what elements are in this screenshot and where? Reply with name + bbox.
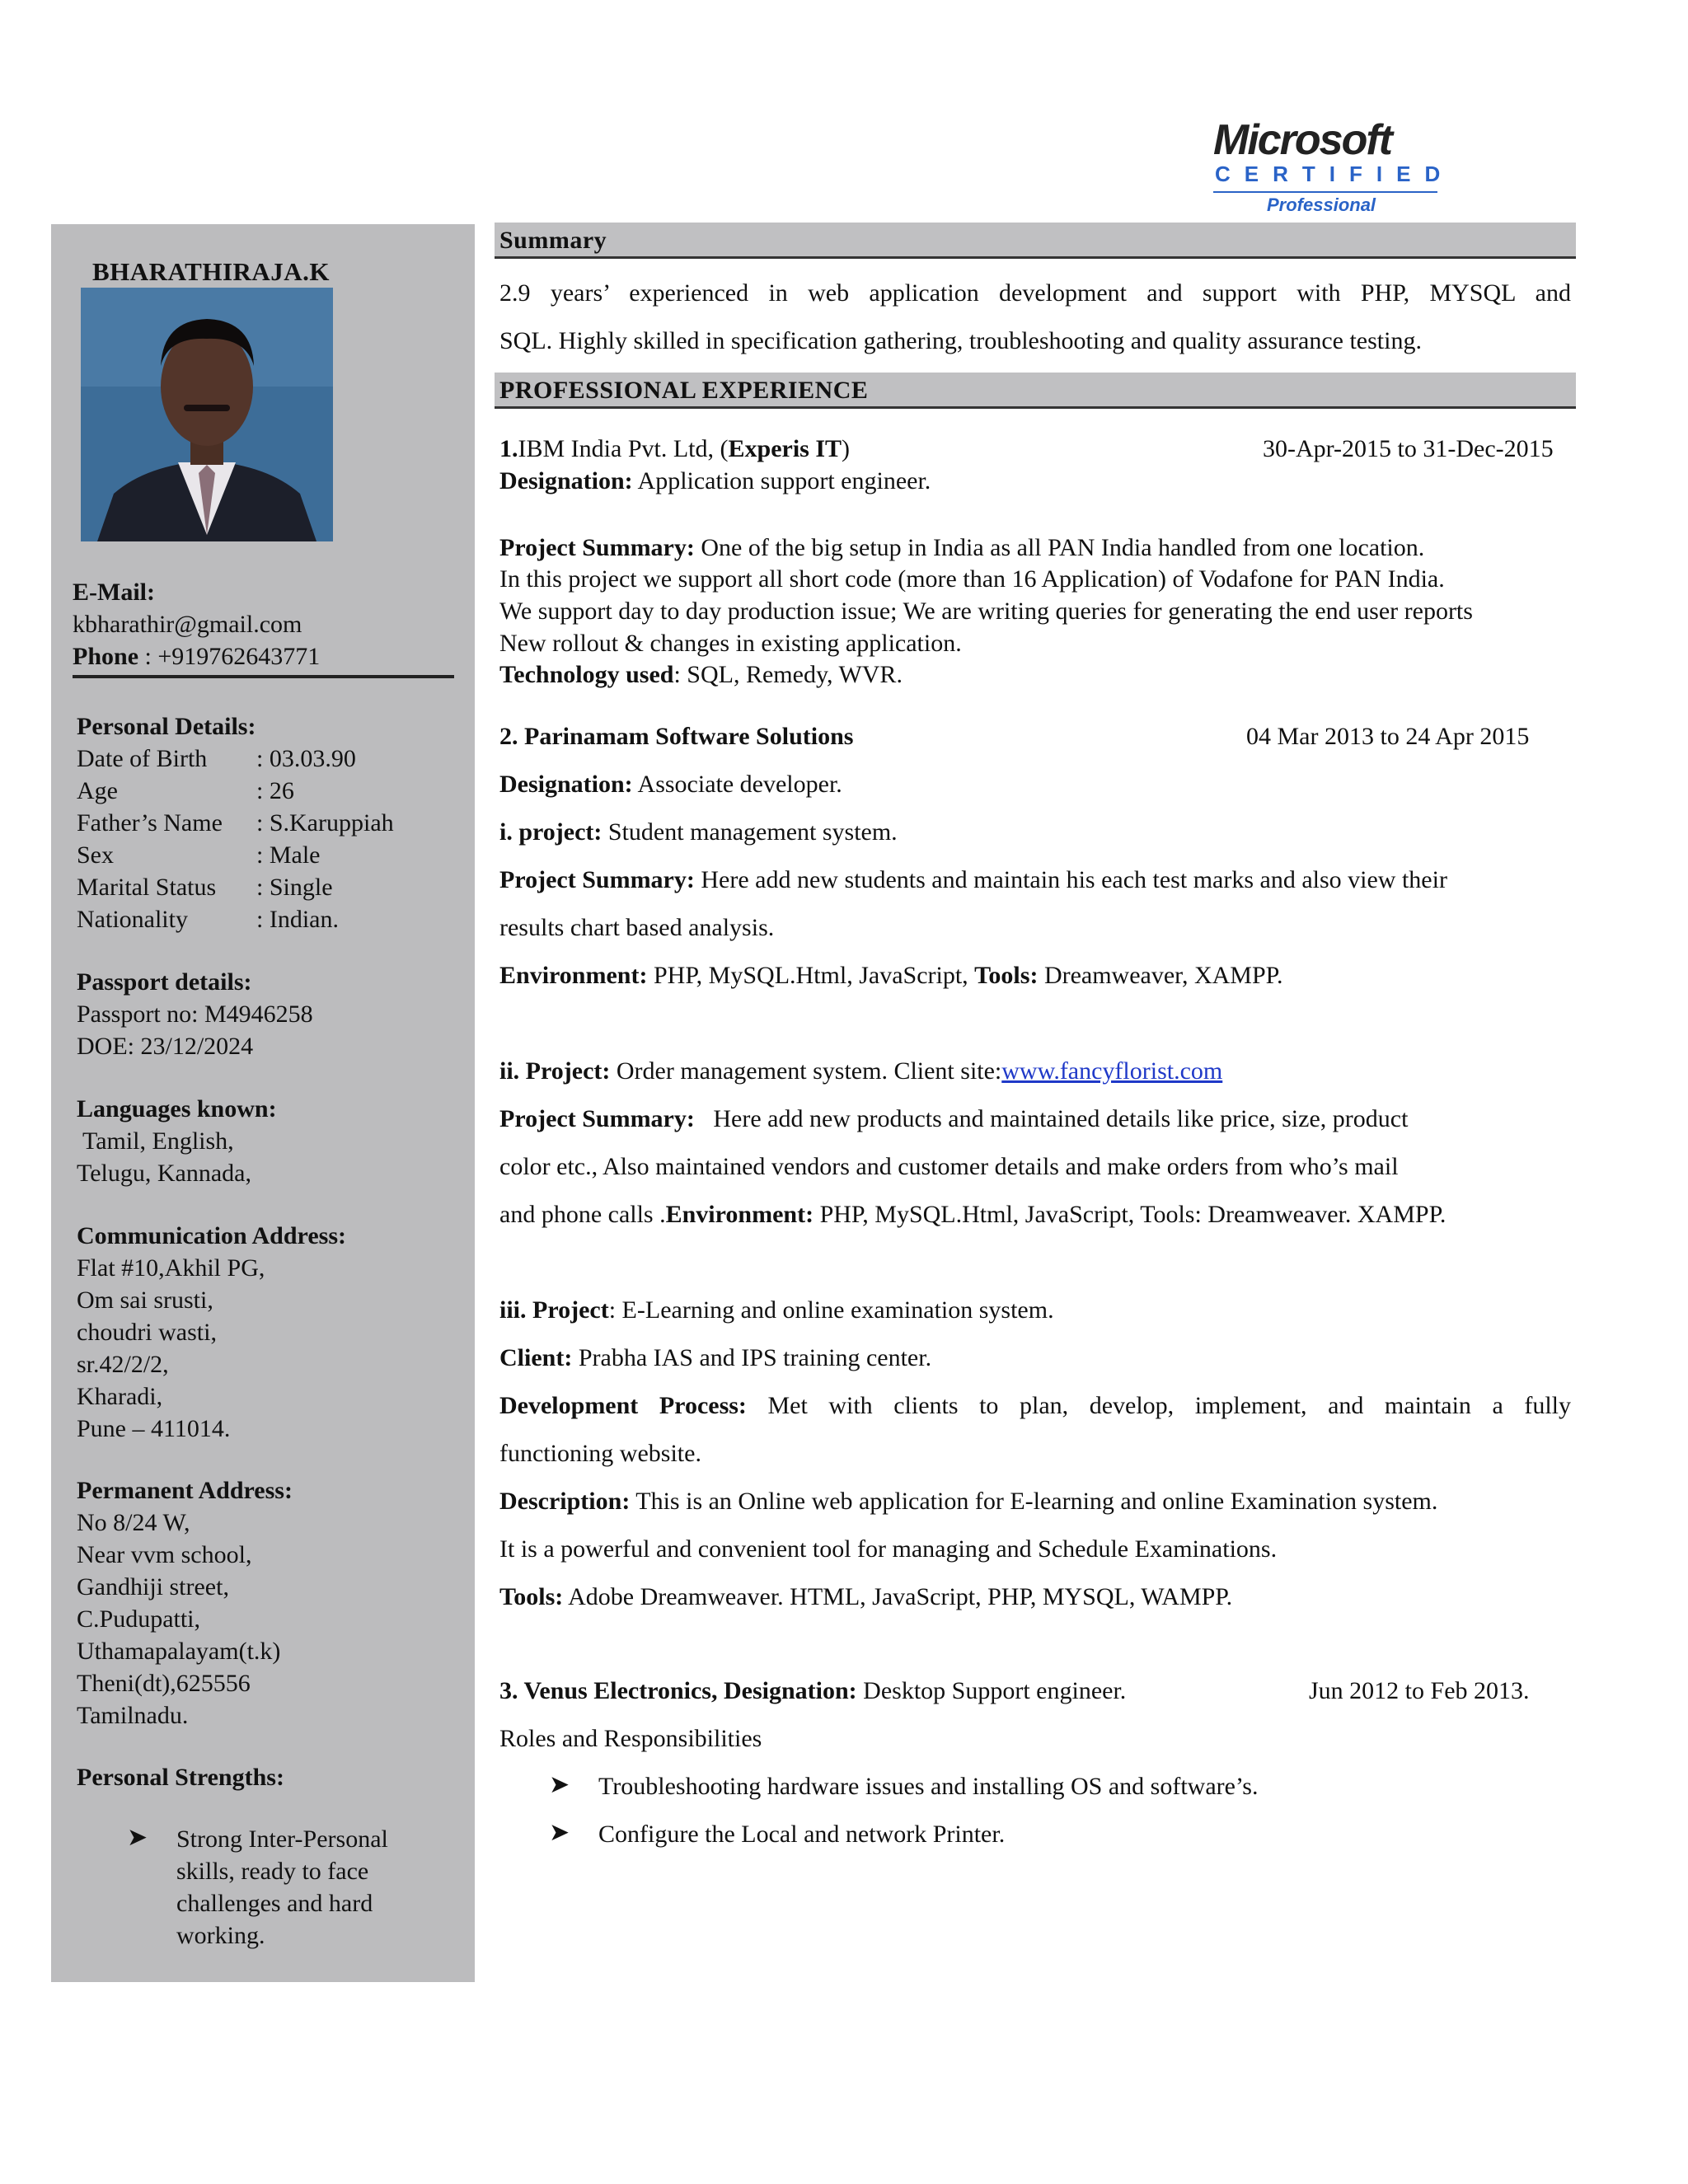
project3-dev-line: functioning website.	[499, 1440, 701, 1467]
personal-row	[77, 807, 394, 839]
project-summary-label: Project Summary:	[499, 866, 695, 893]
sidebar	[51, 224, 475, 1982]
summary-heading: Summary	[495, 223, 1576, 259]
designation-label: Designation:	[499, 467, 633, 494]
job1-company: IBM India Pvt. Ltd,	[518, 435, 720, 462]
languages-line: Tamil, English,	[77, 1127, 234, 1155]
tools-label: Tools:	[499, 1583, 564, 1610]
sidebar-divider	[73, 675, 454, 678]
job1-title	[499, 433, 850, 465]
job1-summary-line: In this project we support all short code (more than 16 Application) of Vodafone for PAN India.	[499, 565, 1445, 593]
job1-client: Experis IT	[728, 435, 842, 462]
candidate-name: BHARATHIRAJA.K	[92, 257, 331, 286]
address-line: Flat #10,Akhil PG,	[77, 1254, 265, 1282]
job2-designation	[499, 768, 842, 800]
logo-line	[1213, 191, 1437, 193]
environment-label: Environment:	[499, 962, 648, 989]
strength-line: challenges and hard	[176, 1890, 373, 1917]
personal-label: Father’s Name	[77, 809, 223, 837]
job1-number: 1.	[499, 435, 518, 462]
address-line: choudri wasti,	[77, 1319, 217, 1346]
personal-row	[77, 871, 333, 903]
project2-title	[499, 1055, 1222, 1087]
job1-summary-line: New rollout & changes in existing application.	[499, 630, 962, 657]
address-line: Tamilnadu.	[77, 1702, 189, 1729]
address-line: Near vvm school,	[77, 1541, 252, 1568]
job2-dates: 04 Mar 2013 to 24 Apr 2015	[1246, 723, 1530, 750]
personal-label: Date of Birth	[77, 745, 208, 772]
address-line: Pune – 411014.	[77, 1415, 231, 1442]
personal-value: : 03.03.90	[256, 745, 356, 772]
job3-dates: Jun 2012 to Feb 2013.	[1309, 1677, 1530, 1704]
job1-technology	[499, 658, 903, 691]
client-site-link[interactable]: www.fancyflorist.com	[1001, 1057, 1223, 1085]
arrow-bullet-icon: ➤	[549, 1819, 570, 1846]
address-line: No 8/24 W,	[77, 1509, 190, 1536]
summary-line: 2.9 years’ experienced in web application development and support with PHP, MYSQL and	[499, 279, 1571, 307]
arrow-bullet-icon: ➤	[549, 1771, 570, 1798]
job1-designation	[499, 465, 931, 497]
project3-client	[499, 1342, 931, 1374]
environment-value: PHP, MySQL.Html, JavaScript,	[647, 962, 975, 989]
personal-label: Nationality	[77, 906, 188, 933]
passport-number: Passport no: M4946258	[77, 1001, 313, 1028]
project-label: ii. Project:	[499, 1057, 611, 1085]
personal-value: : Male	[256, 841, 321, 869]
address-line: C.Pudupatti,	[77, 1605, 201, 1633]
arrow-bullet-icon: ➤	[127, 1824, 148, 1851]
personal-row	[77, 743, 356, 775]
project1-summary-line	[499, 864, 1571, 896]
personal-value: : 26	[256, 777, 294, 804]
technology-value: : SQL, Remedy, WVR.	[673, 661, 903, 688]
tools-value: Adobe Dreamweaver. HTML, JavaScript, PHP, MYSQL, WAMPP.	[563, 1583, 1233, 1610]
project3-title	[499, 1294, 1054, 1326]
personal-row	[77, 903, 339, 935]
strength-line: skills, ready to face	[176, 1858, 369, 1885]
project1-summary-line: results chart based analysis.	[499, 914, 775, 941]
job1-paren: (	[720, 435, 729, 462]
project-summary-text: One of the big setup in India as all PAN India handled from one location.	[694, 534, 1425, 561]
project2-summary-line	[499, 1103, 1408, 1135]
job1-paren: )	[842, 435, 851, 462]
address-line: Gandhiji street,	[77, 1573, 229, 1601]
roles-heading: Roles and Responsibilities	[499, 1725, 762, 1752]
passport-heading: Passport details:	[77, 968, 252, 996]
project1-environment	[499, 959, 1283, 991]
role-item: Configure the Local and network Printer.	[598, 1821, 1006, 1848]
address-line: Kharadi,	[77, 1383, 163, 1410]
project3-dev-line	[499, 1390, 1571, 1422]
project-summary-text: Here add new products and maintained details like price, size, product	[694, 1105, 1409, 1132]
job1-summary-line: We support day to day production issue; We are writing queries for generating the end user reports	[499, 598, 1473, 625]
technology-label: Technology used	[499, 661, 674, 688]
phone-label: Phone	[73, 643, 139, 670]
project-label: i. project:	[499, 818, 603, 846]
role-item: Troubleshooting hardware issues and installing OS and software’s.	[598, 1773, 1259, 1800]
permanent-address-heading: Permanent Address:	[77, 1477, 293, 1504]
tools-label: Tools:	[974, 962, 1039, 989]
address-line: Theni(dt),625556	[77, 1670, 251, 1697]
project3-tools	[499, 1581, 1232, 1613]
description-text: This is an Online web application for E-learning and online Examination system.	[630, 1488, 1438, 1515]
email-value[interactable]: kbharathir@gmail.com	[73, 611, 302, 638]
personal-label: Marital Status	[77, 874, 217, 901]
logo-certified: CERTIFIED	[1215, 162, 1455, 186]
address-line: Om sai srusti,	[77, 1286, 213, 1314]
environment-value: PHP, MySQL.Html, JavaScript, Tools: Dreamweaver. XAMPP.	[814, 1201, 1447, 1228]
strengths-heading: Personal Strengths:	[77, 1764, 284, 1791]
profile-photo	[81, 288, 333, 541]
person-photo-icon	[81, 288, 333, 541]
personal-row	[77, 775, 294, 807]
development-process-text: Met with clients to plan, develop, implement, and maintain a fully	[746, 1392, 1571, 1419]
project-value: Student management system.	[602, 818, 898, 846]
job2-title: 2. Parinamam Software Solutions	[499, 723, 854, 750]
personal-value: : Indian.	[256, 906, 339, 933]
microsoft-certified-logo	[1205, 115, 1455, 218]
tools-value: Dreamweaver, XAMPP.	[1038, 962, 1283, 989]
description-label: Description:	[499, 1488, 631, 1515]
designation-label: Designation:	[499, 771, 633, 798]
phone-row	[73, 640, 320, 673]
personal-details-heading: Personal Details:	[77, 713, 256, 740]
languages-line: Telugu, Kannada,	[77, 1160, 251, 1187]
strength-line: Strong Inter-Personal	[176, 1825, 388, 1853]
job3-company: 3. Venus Electronics,	[499, 1677, 724, 1704]
address-line: sr.42/2/2,	[77, 1351, 169, 1378]
experience-heading: PROFESSIONAL EXPERIENCE	[495, 373, 1576, 409]
email-label: E-Mail:	[73, 579, 155, 606]
project-summary-label: Project Summary:	[499, 534, 695, 561]
strength-line: working.	[176, 1922, 265, 1949]
project-summary-text: Here add new students and maintain his each test marks and also view their	[694, 866, 1447, 893]
client-value: Prabha IAS and IPS training center.	[572, 1344, 932, 1371]
personal-label: Sex	[77, 841, 114, 869]
designation-value: Application support engineer.	[632, 467, 931, 494]
job1-summary-line	[499, 532, 1424, 564]
project-value: Order management system. Client site:	[610, 1057, 1002, 1085]
project2-summary-line	[499, 1198, 1446, 1230]
project-summary-text: and phone calls .	[499, 1201, 666, 1228]
logo-brand: Microsoft	[1213, 116, 1391, 164]
personal-value: : Single	[256, 874, 333, 901]
development-process-label: Development Process:	[499, 1392, 747, 1419]
job1-dates: 30-Apr-2015 to 31-Dec-2015	[1263, 435, 1554, 462]
project-value: : E-Learning and online examination system.	[608, 1296, 1054, 1324]
passport-doe: DOE: 23/12/2024	[77, 1033, 254, 1060]
designation-value: Desktop Support engineer.	[856, 1677, 1127, 1704]
address-line: Uthamapalayam(t.k)	[77, 1638, 281, 1665]
client-label: Client:	[499, 1344, 573, 1371]
personal-value: : S.Karuppiah	[256, 809, 394, 837]
project1-title	[499, 816, 898, 848]
designation-value: Associate developer.	[632, 771, 842, 798]
designation-label: Designation:	[723, 1677, 857, 1704]
project2-summary-line: color etc., Also maintained vendors and customer details and make orders from who’s mail	[499, 1153, 1399, 1180]
personal-row	[77, 839, 320, 871]
project3-description	[499, 1485, 1437, 1517]
environment-label: Environment:	[665, 1201, 814, 1228]
personal-label: Age	[77, 777, 118, 804]
phone-value: : +919762643771	[138, 643, 321, 670]
languages-heading: Languages known:	[77, 1095, 277, 1122]
project-summary-label: Project Summary:	[499, 1105, 695, 1132]
project3-description-line: It is a powerful and convenient tool for managing and Schedule Examinations.	[499, 1535, 1278, 1563]
summary-line: SQL. Highly skilled in specification gathering, troubleshooting and quality assurance testing.	[499, 327, 1422, 354]
job3-title	[499, 1675, 1126, 1707]
logo-level: Professional	[1267, 194, 1376, 215]
project-label: iii. Project	[499, 1296, 609, 1324]
communication-address-heading: Communication Address:	[77, 1222, 346, 1249]
